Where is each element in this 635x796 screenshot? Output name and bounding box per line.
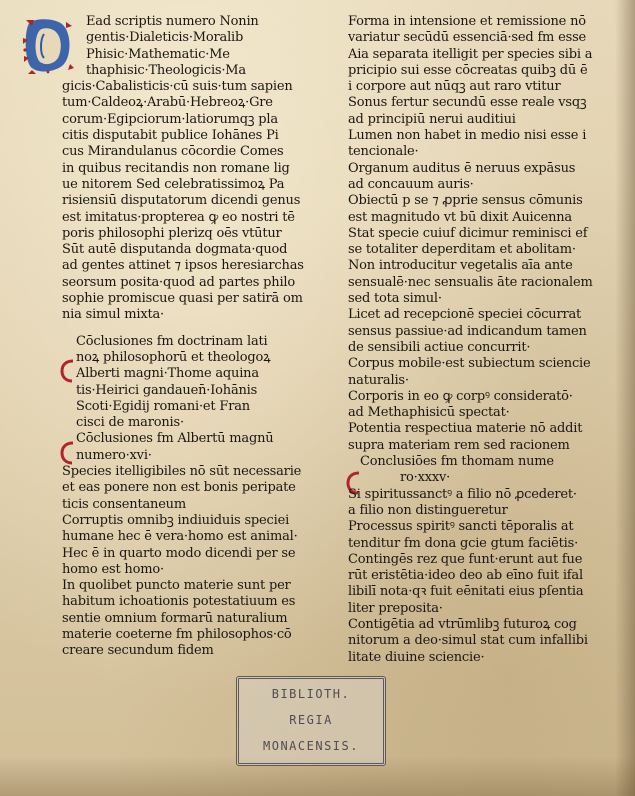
section-heading-line: Conclusiōes fm thomam nume bbox=[360, 454, 554, 470]
text-line: gentis·Dialeticis·Moralib bbox=[86, 30, 244, 46]
text-line: Hec ē in quarto modo dicendi per se bbox=[62, 545, 296, 561]
section-heading-line: Cōclusiones fm Albertū magnū bbox=[76, 431, 274, 447]
stamp-line-3: MONACENSIS. bbox=[263, 739, 359, 753]
text-line: ticis consentaneum bbox=[62, 496, 186, 512]
text-line: Licet ad recepcionē speciei cōcurrat bbox=[348, 307, 582, 323]
section-heading-line: Cōclusiones fm doctrinam lati bbox=[76, 333, 268, 349]
text-line: tencionale· bbox=[348, 144, 419, 160]
text-line: variatur secūdū essenciā·sed fm esse bbox=[348, 30, 587, 46]
text-line: Stat specie cuiuf dicimur reminisci ef bbox=[348, 225, 588, 241]
text-line: sensus passiue·ad indicandum tamen bbox=[348, 323, 587, 339]
text-line: Sūt autē disputanda dogmata·quod bbox=[62, 242, 288, 258]
text-line: thaphisic·Theologicis·Ma bbox=[86, 62, 246, 78]
text-line: liter preposita· bbox=[348, 600, 443, 616]
text-line: Contigētia ad vtrūmlibꝫ futuroꝝ cog bbox=[348, 616, 577, 632]
section-heading-line: numero·xvi· bbox=[76, 447, 152, 463]
text-line: est magnitudo vt bū dixit Auicenna bbox=[348, 209, 572, 225]
text-line: ad gentes attinet ⁊ ipsos heresiarchas bbox=[62, 258, 304, 274]
text-line: rūt eristētia·ideo deo ab eīno fuit ifal bbox=[348, 568, 583, 584]
text-line: Organum auditus ē neruus expāsus bbox=[348, 160, 576, 176]
text-line: seorsum posita·quod ad partes philo bbox=[62, 274, 296, 290]
section-heading-line: tis·Heirici gandauen̄·Iohānis bbox=[76, 382, 258, 398]
text-line: supra materiam rem sed racionem bbox=[348, 437, 570, 453]
text-line: Non introducitur vegetalis aīa ante bbox=[348, 258, 573, 274]
text-line: citis disputabit publice Iohānes Pi bbox=[62, 128, 279, 144]
text-line: in quibus recitandis non romane lig bbox=[62, 160, 290, 176]
text-line: Corruptis omnibꝫ indiuiduis speciei bbox=[62, 512, 290, 528]
text-line: materie coeterne fm philosophos·cō bbox=[62, 626, 292, 642]
text-line: ue nitorem Sed celebratissimoꝝ Pa bbox=[62, 176, 285, 192]
text-line: creare secundum fidem bbox=[62, 643, 214, 659]
page-edge-shadow bbox=[615, 0, 635, 796]
text-line: Corpus mobile·est subiectum sciencie bbox=[348, 356, 591, 372]
text-line: humane hec ē vera·homo est animal· bbox=[62, 529, 298, 545]
section-heading-line: noꝝ philosophorū et theologoꝝ bbox=[76, 349, 271, 365]
text-line: Phisic·Mathematic·Me bbox=[86, 46, 230, 62]
text-line: et eas ponere non est bonis peripate bbox=[62, 480, 296, 496]
text-line: a filio non distingueretur bbox=[348, 502, 508, 518]
text-line: Sonus fertur secundū esse reale vsqꝫ bbox=[348, 95, 587, 111]
section-heading-line: Scoti·Egidij romani·et Fran bbox=[76, 398, 250, 414]
paragraph-gap bbox=[62, 324, 342, 334]
text-line: habitum ichoationis potestatiuum es bbox=[62, 594, 296, 610]
text-line: libilī nota·qꝛ fuit eēnitati eius pſentia bbox=[348, 584, 584, 600]
text-line: se totaliter deperditam et abolitam· bbox=[348, 242, 576, 258]
text-line: Aia separata itelligit per species sibi a bbox=[348, 46, 593, 62]
stamp-line-1: BIBLIOTH. bbox=[271, 687, 351, 701]
text-line: nia simul mixta· bbox=[62, 307, 164, 323]
text-line: est imitatus·propterea ꝙ eo nostri tē bbox=[62, 209, 295, 225]
text-line: gicis·Cabalisticis·cū suis·tum sapien bbox=[62, 79, 293, 95]
section-heading-line: cisci de maronis· bbox=[76, 415, 184, 431]
text-line: sophie promiscue quasi per satirā om bbox=[62, 291, 303, 307]
text-line: Lumen non habet in medio nisi esse i bbox=[348, 128, 587, 144]
text-line: Species itelligibiles nō sūt necessarie bbox=[62, 464, 302, 480]
text-line: Corporis in eo ꝙ corpꝰ consideratō· bbox=[348, 388, 573, 404]
text-line: sed tota simul· bbox=[348, 291, 442, 307]
text-line: Si spiritussanctꝰ a filio nō ꝓcederet· bbox=[348, 486, 577, 502]
text-line: Obiectū p se ⁊ ꝓprie sensus cōmunis bbox=[348, 193, 583, 209]
text-line: i corpore aut nūqꝫ aut raro vtitur bbox=[348, 79, 561, 95]
text-line: tum·Caldeoꝝ·Arabū·Hebreoꝝ·Gre bbox=[62, 95, 273, 111]
text-line: ad Methaphisicū spectat· bbox=[348, 405, 510, 421]
text-line: risiensiū disputatorum dicendi genus bbox=[62, 193, 301, 209]
text-line: sentie omnium formarū naturalium bbox=[62, 610, 288, 626]
text-line: sensualē·nec sensualis āte racionalem bbox=[348, 274, 593, 290]
stamp-line-2: REGIA bbox=[289, 713, 333, 727]
text-line: naturalis· bbox=[348, 372, 409, 388]
text-line: litate diuine sciencie· bbox=[348, 649, 485, 665]
text-line: Processus spiritꝰ sancti tēporalis at bbox=[348, 519, 574, 535]
text-line: In quolibet puncto materie sunt per bbox=[62, 578, 291, 594]
text-line: de sensibili actiue concurrit· bbox=[348, 339, 531, 355]
text-line: Ead scriptis numero Nonin bbox=[86, 14, 259, 29]
right-text-column bbox=[348, 14, 618, 666]
section-heading-line: ro·xxxv· bbox=[400, 470, 451, 486]
text-line: homo est homo· bbox=[62, 561, 164, 577]
section-heading-line: Alberti magni·Thome aquina bbox=[76, 366, 259, 382]
text-line: cus Mirandulanus cōcordie Comes bbox=[62, 144, 284, 160]
left-text-column bbox=[62, 14, 342, 660]
library-stamp bbox=[236, 676, 386, 766]
text-line: nitorum a deo·simul stat cum infallibi bbox=[348, 633, 588, 649]
text-line: Contingēs rez que funt·erunt aut fue bbox=[348, 551, 583, 567]
text-line: poris philosophi plerizq oēs vtūtur bbox=[62, 225, 282, 241]
text-line: corum·Egipciorum·latiorumqꝫ pla bbox=[62, 111, 278, 127]
text-line: ad principiū nerui auditiui bbox=[348, 111, 516, 127]
text-line: tenditur fm dona gcie gtum faciētis· bbox=[348, 535, 579, 551]
text-line: pricipio sui esse cōcreatas quibꝫ dū ē bbox=[348, 62, 588, 78]
text-line: Potentia respectiua materie nō addit bbox=[348, 421, 583, 437]
text-line: Forma in intensione et remissione nō bbox=[348, 14, 586, 29]
text-line: ad concauum auris· bbox=[348, 176, 474, 192]
